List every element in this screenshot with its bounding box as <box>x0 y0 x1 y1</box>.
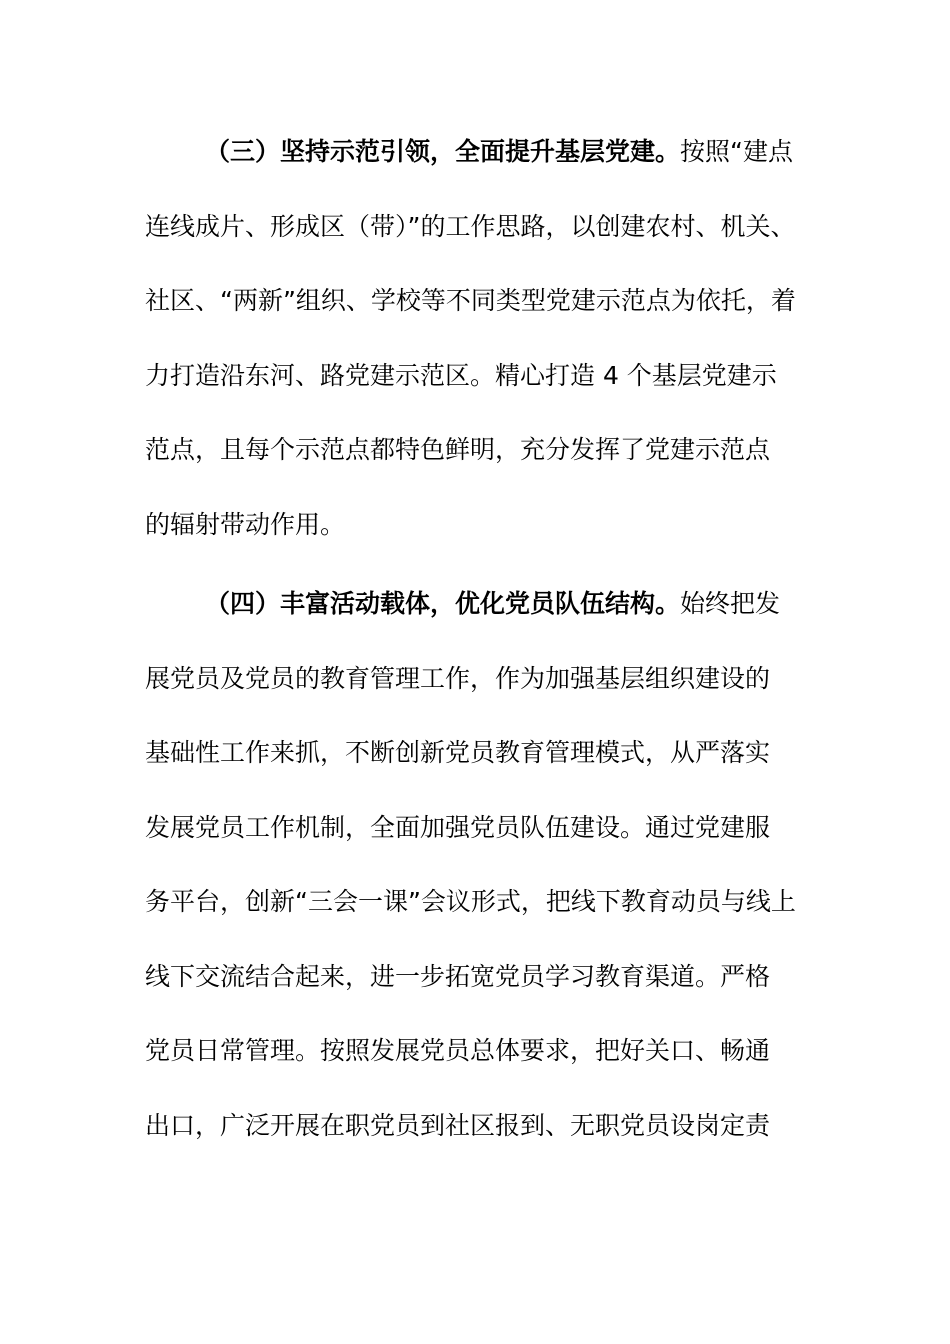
paragraph-first-line <box>145 567 835 642</box>
paragraph-line: 力打造沿东河、路党建示范区。精心打造 4 个基层党建示 <box>145 360 777 390</box>
paragraph-line: 发展党员工作机制，全面加强党员队伍建设。通过党建服 <box>145 812 771 842</box>
paragraph-text: 按照“建点 <box>680 137 793 166</box>
paragraph-line: 党员日常管理。按照发展党员总体要求，把好关口、畅通 <box>145 1036 771 1065</box>
paragraph-line: 线下交流结合起来，进一步拓宽党员学习教育渠道。严格 <box>145 961 771 991</box>
paragraph-heading: （三）坚持示范引领，全面提升基层党建。 <box>205 137 681 166</box>
paragraph-heading: （四）丰富活动载体，优化党员队伍结构。 <box>205 589 681 618</box>
paragraph-line: 的辐射带动作用。 <box>145 509 346 539</box>
paragraph-line: 展党员及党员的教育管理工作，作为加强基层组织建设的 <box>145 663 771 693</box>
paragraph-first-line <box>145 115 835 190</box>
paragraph-line: 务平台，创新“三会一课”会议形式，把线下教育动员与线上 <box>145 887 796 916</box>
paragraph-4 <box>145 567 835 1163</box>
paragraph-text: 始终把发 <box>680 589 781 618</box>
paragraph-3 <box>145 115 835 562</box>
paragraph-line: 范点，且每个示范点都特色鲜明，充分发挥了党建示范点 <box>145 435 771 464</box>
paragraph-line: 基础性工作来抓，不断创新党员教育管理模式，从严落实 <box>145 738 771 767</box>
paragraph-line: 连线成片、形成区（带）”的工作思路，以创建农村、机关、 <box>145 211 796 241</box>
paragraph-line: 出口，广泛开展在职党员到社区报到、无职党员设岗定责 <box>145 1110 771 1140</box>
paragraph-line: 社区、“两新”组织、学校等不同类型党建示范点为依托，着 <box>145 286 796 315</box>
